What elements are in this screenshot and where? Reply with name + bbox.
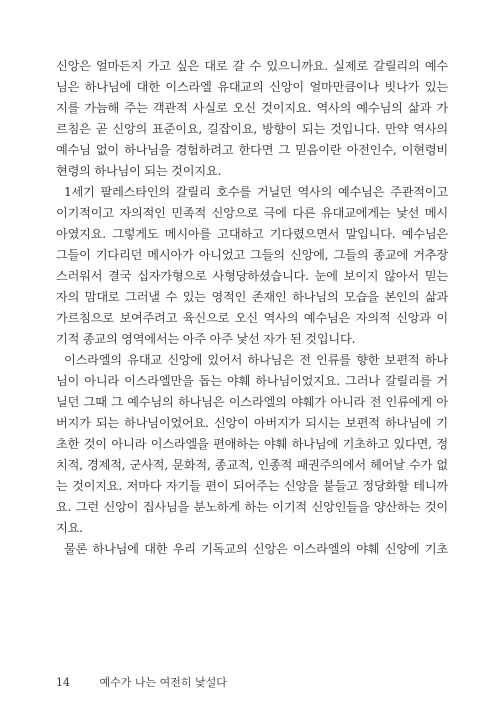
text-line: 스러워서 결국 십자가형으로 사형당하셨습니다. 눈에 보이지 않아서 믿는: [56, 269, 448, 283]
text-line: 기적 종교의 영역에서는 아주 아주 낯선 자가 된 것입니다.: [56, 332, 356, 346]
text-line: 님이 아니라 이스라엘만을 돕는 야훼 하나님이었지요. 그러나 갈릴리를 거: [56, 374, 448, 388]
body-text: [56, 56, 448, 560]
text-line: 치적, 경제적, 군사적, 문화적, 종교적, 인종적 패권주의에서 헤어날 수가 없: [56, 458, 448, 472]
text-line: 요. 그런 신앙이 집사님을 분노하게 하는 이기적 신앙인들을 양산하는 것이: [56, 500, 448, 514]
text-line: 닐던 그때 그 예수님의 하나님은 이스라엘의 야훼가 아니라 전 인류에게 아: [56, 395, 448, 409]
text-line: 이스라엘의 유대교 신앙에 있어서 하나님은 전 인류를 향한 보편적 하나: [64, 353, 448, 367]
page-footer: [56, 674, 227, 690]
text-line: 지를 가늠해 주는 객관적 사실로 오신 것이지요. 역사의 예수님의 삶과 가: [56, 101, 448, 115]
page-number: 14: [56, 676, 70, 689]
text-line: 자의 맘대로 그러낼 수 있는 영적인 존재인 하나님의 모습을 본인의 삶과: [56, 290, 448, 304]
text-line: 아였지요. 그렇게도 메시아를 고대하고 기다렸으면서 말입니다. 예수님은: [56, 227, 448, 241]
text-line: 물론 하나님에 대한 우리 기독교의 신앙은 이스라엘의 야훼 신앙에 기초: [64, 542, 448, 556]
text-line: 가르침으로 보여주려고 육신으로 오신 역사의 예수님은 자의적 신앙과 이: [56, 311, 448, 325]
text-line: 현령의 하나님이 되는 것이지요.: [56, 164, 222, 178]
text-line: 버지가 되는 하나님이었어요. 신앙이 아버지가 되시는 보편적 하나님에 기: [56, 416, 448, 430]
text-line: 그들이 기다리던 메시아가 아니었고 그들의 신앙에, 그들의 종교에 거추장: [56, 248, 448, 262]
text-line: 는 것이지요. 저마다 자기들 편이 되어주는 신앙을 붙들고 정당화할 테니까: [56, 479, 448, 493]
text-line: 초한 것이 아니라 이스라엘을 편애하는 야훼 하나님에 기초하고 있다면, 정: [56, 437, 448, 451]
text-line: 신앙은 얼마든지 가고 싶은 대로 갈 수 있으니까요. 실제로 갈릴리의 예수: [56, 59, 448, 73]
text-line: 지요.: [56, 521, 83, 535]
running-title: 예수가 나는 여전히 낯설다: [99, 676, 227, 689]
text-line: 예수님 없이 하나님을 경험하려고 한다면 그 믿음이란 아전인수, 이현령비: [56, 143, 448, 157]
text-line: 이기적이고 자의적인 민족적 신앙으로 극에 다른 유대교에게는 낯선 메시: [56, 206, 448, 220]
text-line: 르침은 곧 신앙의 표준이요, 길잡이요, 방향이 되는 것입니다. 만약 역사의: [56, 122, 448, 136]
text-line: 님은 하나님에 대한 이스라엘 유대교의 신앙이 얼마만큼이나 빗나가 있는: [56, 80, 448, 94]
text-line: 1세기 팔레스타인의 갈릴리 호수를 거닐던 역사의 예수님은 주관적이고: [64, 185, 448, 199]
